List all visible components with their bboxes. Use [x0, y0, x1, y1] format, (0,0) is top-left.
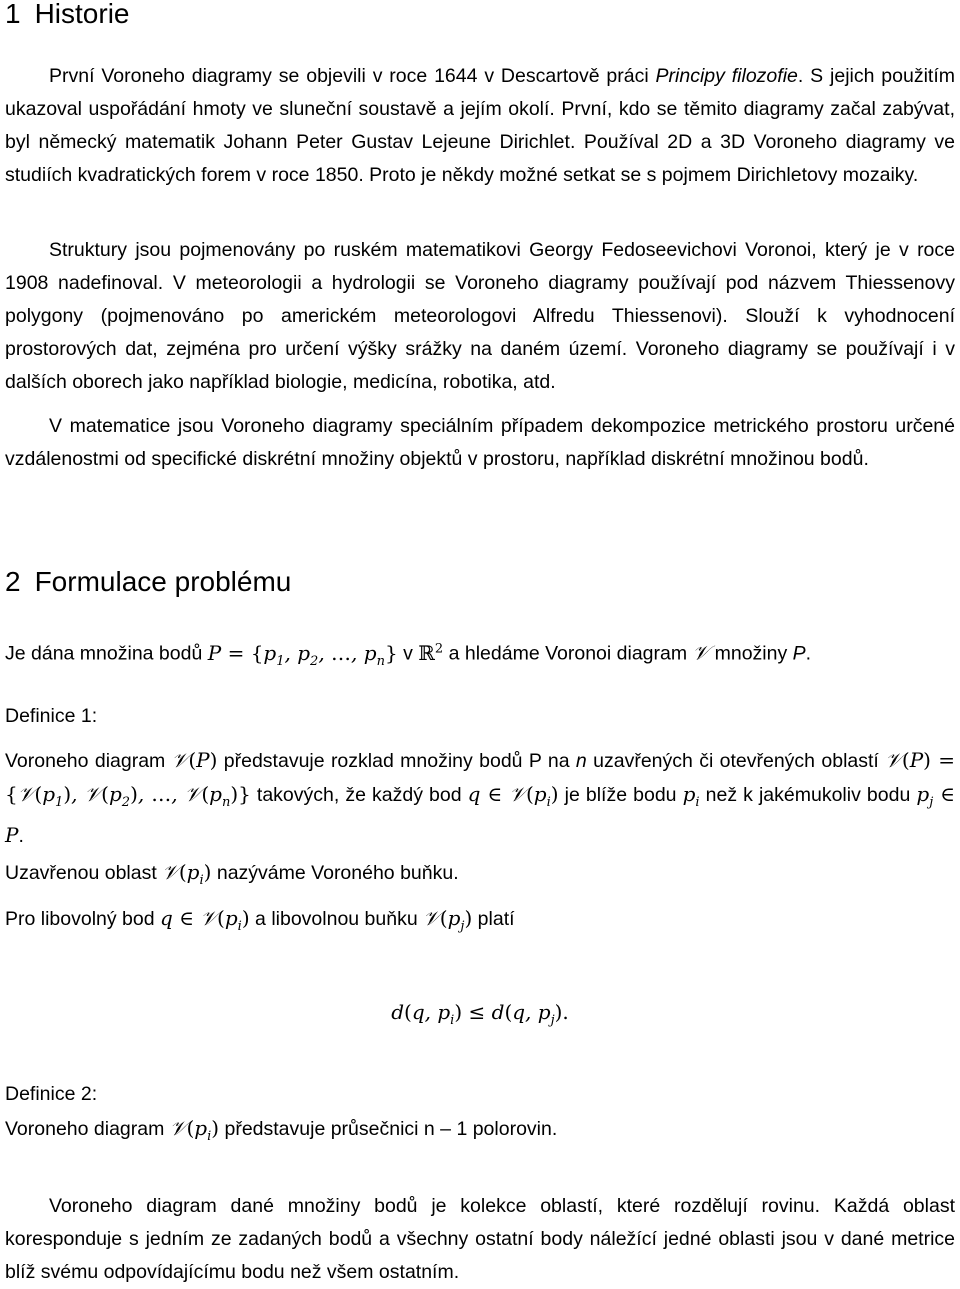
problem-text-d: množiny: [709, 642, 793, 665]
paragraph-history-2: [5, 234, 955, 399]
problem-text-P: P: [792, 642, 806, 665]
problem-text-b: v: [397, 642, 419, 665]
math-q-in-Vpi: q ∈ $𝒱(p_i)$: [467, 782, 559, 810]
def1-text-n: n: [575, 750, 587, 772]
paragraph-history-1-rest: . S jejich použitím ukazoval uspořádání hmoty ve sluneční soustavě a jejím okolí. První, kdo se těmito diagramy začal zabývat, byl německý matematik Johann Peter Gustav Lejeune Dirichlet. Používal 2D a 3D Voroneho diagramy ve studiích kvadratických forem v roce 1850. Proto je někdy možné setkat se s pojmem Dirichletovy mozaiky.: [5, 65, 956, 186]
math-V: 𝒱: [692, 640, 710, 665]
problem-text-a: Je dána množina bodů: [5, 642, 208, 665]
section-1-heading: [5, 0, 130, 28]
def1-text-end: .: [18, 825, 24, 847]
section-1-title: Historie: [34, 0, 130, 29]
def2-text-b: představuje průsečnici n – 1 polorovin.: [219, 1118, 558, 1140]
definition-1-text: [5, 744, 955, 853]
paragraph-history-3-text: V matematice jsou Voroneho diagramy speciálním případem dekompozice metrického prostoru určené vzdálenostmi od specifické diskrétní množiny objektů v prostoru, například diskrétní množinou bodů.: [5, 415, 955, 470]
math-inequality: d(q, $p_i) \le d(q$, $p_j$).: [391, 1000, 569, 1028]
book-title: Principy filozofie: [655, 65, 798, 87]
def2-text-a: Voroneho diagram: [5, 1118, 170, 1140]
section-2-number: 2: [5, 566, 21, 597]
paragraph-history-3: [5, 410, 955, 476]
any-text-b: a libovolnou buňku: [249, 908, 424, 930]
math-q-in-Vpi-2: q ∈ $𝒱(p_i)$: [160, 906, 250, 934]
section-2-title: Formulace problému: [34, 566, 292, 597]
problem-statement: [5, 632, 955, 678]
closed-text-a: Uzavřenou oblast: [5, 862, 163, 884]
distance-inequality: [5, 996, 955, 1037]
section-2-heading: [5, 568, 291, 596]
final-paragraph-text: Voroneho diagram dané množiny bodů je kolekce oblastí, které rozdělují rovinu. Každá oblast koresponduje s jedním ze zadaných bodů a všechny ostatní body náležící jedné oblasti jsou v dané metrice blíž svému odpovídajícímu bodu než všem ostatním.: [5, 1195, 955, 1283]
def1-text-e: je blíže bodu: [558, 784, 683, 806]
definition-2-title: Definice 2:: [5, 1083, 98, 1105]
any-point-sentence: [5, 902, 955, 943]
math-VP: 𝒱(P): [171, 748, 218, 772]
def1-text-b: představuje rozklad množiny bodů P na: [217, 750, 576, 772]
def1-text-d: takových, že každý bod: [250, 784, 468, 806]
closed-region-sentence: [5, 856, 955, 897]
math-Vpi-def2: $𝒱(p_i)$: [169, 1116, 220, 1144]
definition-1-title: Definice 1:: [5, 705, 98, 727]
closed-text-b: nazýváme Voroného buňku.: [211, 862, 459, 884]
final-paragraph: [5, 1190, 955, 1289]
math-Vpi: $𝒱(p_i)$: [162, 860, 212, 888]
math-R2: ℝ$^2$: [418, 640, 444, 665]
math-set-P: $P = \{p_1$, $p_2$, …, $p_n$}: [207, 640, 398, 669]
any-text-a: Pro libovolný bod: [5, 908, 161, 930]
math-pi: $p_i$: [682, 782, 700, 810]
problem-text-c: a hledáme Voronoi diagram: [443, 642, 693, 665]
problem-text-end: .: [805, 642, 812, 665]
section-1-number: 1: [5, 0, 21, 29]
def1-text-c: uzavřených či otevřených oblastí: [586, 750, 886, 772]
paragraph-history-2-text: Struktury jsou pojmenovány po ruském matematikovi Georgy Fedoseevichovi Voronoi, který je v roce 1908 nadefinoval. V meteorologii a hydrologii se Voroneho diagramy používají pod názvem Thiessenovy polygony (pojmenováno po americkém meteorologovi Alfredu Thiessenovi). Slouží k vyhodnocení prostorových dat, zejména pro určení výšky srážky na daném území. Voroneho diagramy se používají i v dalších oborech jako například biologie, medicína, robotika, atd.: [5, 239, 955, 393]
paragraph-history-1-text: První Voroneho diagramy se objevili v roce 1644 v Descartově práci: [49, 65, 656, 87]
any-text-c: platí: [472, 908, 515, 930]
paragraph-history-1: [5, 60, 955, 192]
def1-text-a: Voroneho diagram: [5, 750, 172, 772]
definition-2-text: [5, 1112, 955, 1153]
math-pj-in-P: $p_j$ ∈ P: [5, 782, 956, 847]
def1-text-f: než k jakémukoliv bodu: [699, 784, 917, 806]
math-Vpj: $𝒱(p_j)$: [423, 906, 473, 934]
math-VP-decomposition: 𝒱(P) = {$𝒱(p_1)$, $𝒱(p_2)$, …, $𝒱(p_n)$}: [5, 748, 956, 810]
